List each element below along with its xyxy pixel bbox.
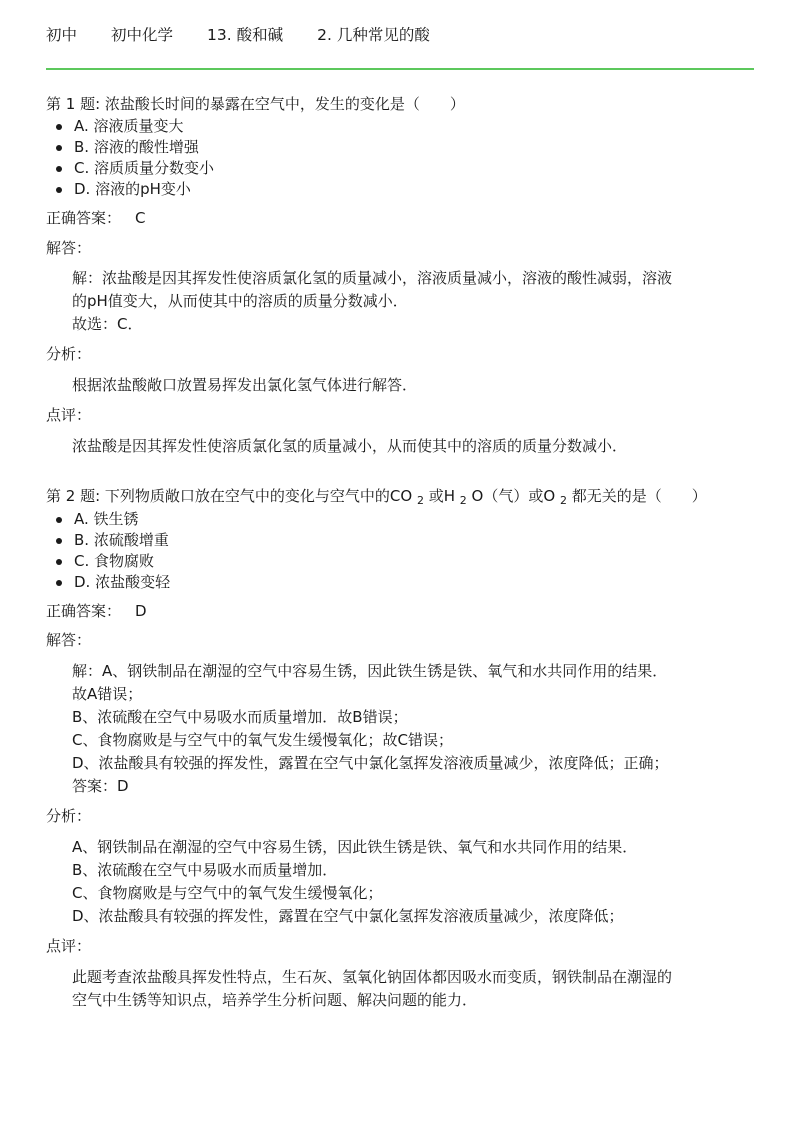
subscript: 2 [416,493,424,507]
option-b: B. 浓硫酸增重 [74,530,754,551]
option-a: A. 铁生锈 [74,509,754,530]
title-part: 或H [423,486,460,505]
correct-answer-value: D [135,601,147,620]
analysis-label: 分析： [46,345,92,364]
breadcrumb-subject[interactable]: 初中化学 [111,25,174,44]
comment-text [46,435,754,458]
text-line: 根据浓盐酸敞口放置易挥发出氯化氢气体进行解答． [72,376,418,394]
option-list [46,509,754,593]
text-line: 答案：D [72,777,129,796]
question-2 [46,486,754,1012]
text-line: 空气中生锈等知识点，培养学生分析问题、解决问题的能力． [72,990,478,1009]
option-c: C. 食物腐败 [74,551,754,572]
option-list [46,116,754,200]
text-line: C、食物腐败是与空气中的氧气发生缓慢氧化；故C错误； [72,731,453,750]
text-line: 的pH值变大，从而使其中的溶质的质量分数减小． [72,292,408,311]
option-d: D. 溶液的pH变小 [74,179,754,200]
text-line: C、食物腐败是与空气中的氧气发生缓慢氧化； [72,883,383,902]
correct-answer-label: 正确答案： [46,601,122,620]
text-line: D、浓盐酸具有较强的挥发性，露置在空气中氯化氢挥发溶液质量减少，浓度降低；正确； [72,754,669,773]
comment-label: 点评： [46,406,92,424]
correct-answer [46,208,754,230]
option-a: A. 溶液质量变大 [74,116,754,137]
correct-answer-value: C [135,208,146,227]
question-1 [46,94,754,458]
question-title: 第 1 题: 浓盐酸长时间的暴露在空气中，发生的变化是（ ） [46,95,465,113]
text-line: 浓盐酸是因其挥发性使溶质氯化氢的质量减小，从而使其中的溶质的质量分数减小． [72,436,628,455]
title-part: 第 2 题: 下列物质敞口放在空气中的变化与空气中的CO [46,486,417,505]
text-line: 故A错误； [72,685,143,704]
text-line: 解：浓盐酸是因其挥发性使溶质氯化氢的质量减小，溶液质量减小，溶液的酸性减弱，溶液 [72,269,673,288]
comment-label: 点评： [46,936,92,955]
solution-text [46,660,754,798]
text-line: D、浓盐酸具有较强的挥发性，露置在空气中氯化氢挥发溶液质量减少，浓度降低； [72,906,624,925]
correct-answer [46,601,754,623]
solution-label: 解答： [46,631,92,650]
solution-label: 解答： [46,238,92,257]
breadcrumb-section[interactable]: 2. 几种常见的酸 [317,25,430,44]
option-d: D. 浓盐酸变轻 [74,572,754,593]
title-part: O（气）或O [466,486,560,505]
analysis-text [46,374,754,397]
correct-answer-label: 正确答案： [46,208,122,227]
text-line: A、钢铁制品在潮湿的空气中容易生锈，因此铁生锈是铁、氧气和水共同作用的结果． [72,837,638,856]
text-line: 故选：C． [72,315,143,334]
option-c: C. 溶质质量分数变小 [74,158,754,179]
subscript: 2 [559,493,567,507]
text-line: 解：A、钢铁制品在潮湿的空气中容易生锈，因此铁生锈是铁、氧气和水共同作用的结果． [72,662,668,681]
text-line: B、浓硫酸在空气中易吸水而质量增加． [72,860,338,879]
option-b: B. 溶液的酸性增强 [74,137,754,158]
breadcrumb-chapter[interactable]: 13. 酸和碱 [207,25,284,44]
text-line: B、浓硫酸在空气中易吸水而质量增加．故B错误； [72,708,408,727]
comment-text [46,966,754,1012]
analysis-label: 分析： [46,807,92,826]
text-line: 此题考查浓盐酸具挥发性特点，生石灰、氢氧化钠固体都因吸水而变质，钢铁制品在潮湿的 [72,967,673,986]
title-part: 都无关的是（ ） [566,486,707,505]
breadcrumb-level[interactable]: 初中 [46,25,78,44]
subscript: 2 [459,493,467,507]
breadcrumb [46,0,754,70]
solution-text [46,267,754,336]
analysis-text [46,836,754,928]
question-title [46,486,754,509]
